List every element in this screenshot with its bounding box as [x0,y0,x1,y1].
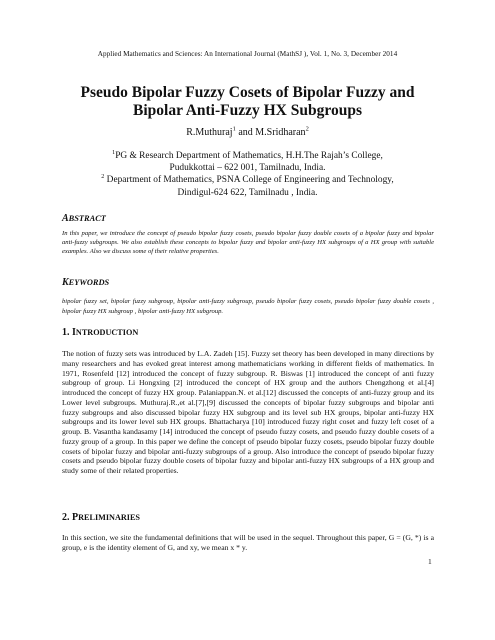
author-line [0,127,495,138]
section-2-text: In this section, we site the fundamental definitions that will be used in the sequel. Throughout this paper, G = (G, *) is a group, e is the identity element of G, and xy, we mean x * y. [62,533,434,552]
section-1-heading [62,327,138,338]
abstract-heading-first: A [62,213,69,224]
affil-1-line-1: PG & Research Department of Mathematics, H.H.The Rajah’s College, [115,151,383,161]
section-1-rest: NTRODUCTION [75,328,139,337]
abstract-heading [62,213,106,224]
keywords-heading-first: K [62,277,69,288]
page-number: 1 [428,557,432,566]
affil-2-sup: 2 [101,174,105,181]
abstract-heading-rest: BSTRACT [68,214,106,223]
author-2: M.Sridharan [255,127,306,138]
affiliation-1 [60,150,435,162]
section-2-rest: RELIMINARIES [78,513,140,522]
affil-2-line-2: Dindigul-624 622, Tamilnadu , India. [177,187,318,198]
section-1-number: 1. I [62,327,76,338]
keywords-heading [62,277,109,288]
author-1-sup: 1 [232,125,236,133]
paper-title: Pseudo Bipolar Fuzzy Cosets of Bipolar Fuzzy and Bipolar Anti-Fuzzy HX Subgroups [80,84,415,119]
affiliation-2 [60,174,435,186]
affil-1-sup: 1 [112,149,116,156]
affil-1-line-2: Pudukkottai – 622 001, Tamilnadu, India. [169,163,326,174]
abstract-text: In this paper, we introduce the concept of pseudo bipolar fuzzy cosets, pseudo bipolar fuzzy double cosets of a bipolar fuzzy and bipolar anti-fuzzy subgroups. We also establish these concepts to bipolar fuzzy and bipolar anti-fuzzy HX subgroups of a HX group with suitable examples. Also we discuss some of their relative properties. [62,230,434,255]
keywords-text: bipolar fuzzy set, bipolar fuzzy subgroup, bipolar anti-fuzzy subgroup, pseudo bipolar fuzzy cosets, pseudo bipolar fuzzy double cosets , bipolar fuzzy HX subgroup , bipolar anti-fuzzy HX subgroup. [62,298,434,315]
author-2-sup: 2 [305,125,309,133]
section-2-number: 2. P [62,512,79,523]
affil-2-line-1: Department of Mathematics, PSNA College of Engineering and Technology, [104,175,394,186]
section-1-text: The notion of fuzzy sets was introduced by L.A. Zadeh [15]. Fuzzy set theory has been developed in many directions by many researchers and has evoked great interest among mathematicians working in different fields of mathematics. In 1971, Rosenfeld [12] introduced the concept of fuzzy subgroup. R. Biswas [1] introduced the concept of anti fuzzy subgroup of group. Li Hongxing [2] introduced the concept of HX group and the authors Chengzhong et al.[4] introduced the concept of fuzzy HX group. Palaniappan.N. et al.[12] discussed the concepts of anti-fuzzy group and its Lower level subgroups. Muthuraj.R.,et al.[7],[9] discussed the concepts of bipolar fuzzy subgroups and bipolar anti fuzzy subgroups and also discussed bipolar fuzzy HX subgroup and its level sub HX groups, bipolar anti-fuzzy HX subgroups and its lower level sub HX groups. Bhattacharya [10] introduced fuzzy right coset and fuzzy left coset of a group. B. Vasantha kandasamy [14] introduced the concept of pseudo fuzzy cosets, and pseudo fuzzy double cosets of a fuzzy group of a group. In this paper we define the concept of pseudo bipolar fuzzy cosets, pseudo bipolar fuzzy double cosets of bipolar fuzzy and bipolar anti-fuzzy subgroups of a group. Also introduce the concept of pseudo bipolar fuzzy cosets and pseudo bipolar fuzzy double cosets of bipolar fuzzy and bipolar anti-fuzzy HX subgroups of a HX group and study some of their related properties. [62,349,434,475]
author-and: and [235,127,256,138]
journal-header: Applied Mathematics and Sciences: An International Journal (MathSJ ), Vol. 1, No. 3, December 2014 [97,50,398,58]
affiliations [60,150,435,199]
section-2-heading [62,512,140,523]
keywords-heading-rest: EYWORDS [68,278,110,287]
author-1: R.Muthuraj [186,127,233,138]
